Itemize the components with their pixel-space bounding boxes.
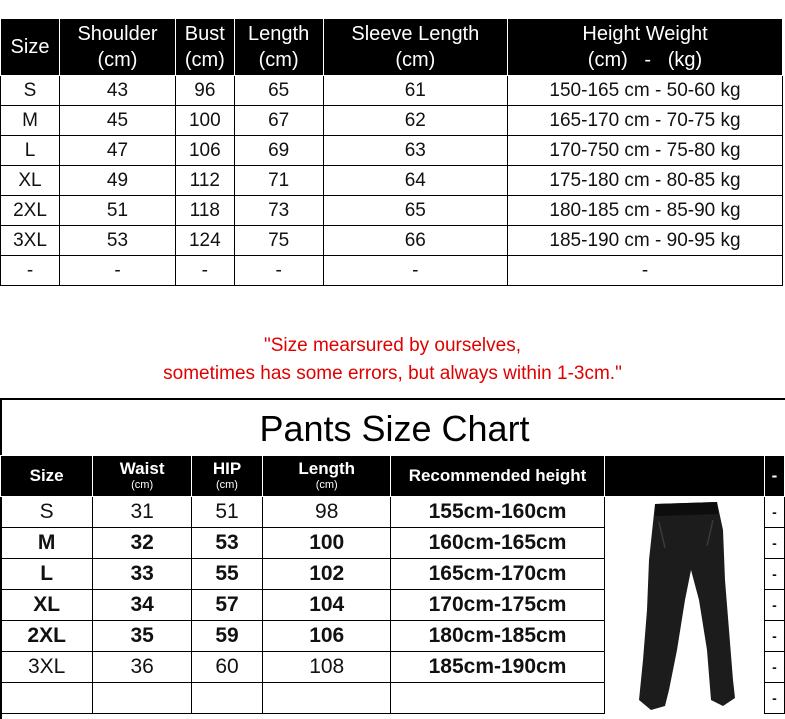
pants-size-cell: 102 [263, 559, 391, 590]
pants-size-cell: 59 [191, 621, 262, 652]
shirt-size-cell: 71 [234, 166, 323, 196]
shirt-size-row [1, 136, 783, 166]
pants-edge-cell: - [764, 621, 784, 652]
shirt-size-cell: M [1, 106, 60, 136]
header-text: Size [10, 36, 50, 58]
pants-size-cell: 35 [93, 621, 192, 652]
shirt-size-row [1, 256, 783, 286]
header-unit: (cm) [184, 49, 225, 71]
pants-size-cell: 98 [263, 497, 391, 528]
pants-size-cell: 165cm-170cm [391, 559, 604, 590]
shirt-size-row [1, 76, 783, 106]
pants-size-panel [0, 398, 785, 719]
shirt-size-cell: 165-170 cm - 70-75 kg [508, 106, 783, 136]
pants-size-cell: 170cm-175cm [391, 590, 604, 621]
header-text: Length [298, 459, 356, 478]
measurement-note-line2: sometimes has some errors, but always within 1-3cm." [163, 363, 622, 384]
pants-size-cell: 108 [263, 652, 391, 683]
header-unit: (cm) [258, 49, 299, 71]
pants-size-cell: 33 [93, 559, 192, 590]
header-unit: (cm) [215, 479, 238, 491]
pants-edge-cell: - [764, 528, 784, 559]
pants-header-waist [93, 456, 192, 497]
shirt-size-cell: - [60, 256, 176, 286]
pants-header-size [1, 456, 93, 497]
shirt-size-cell: S [1, 76, 60, 106]
shirt-size-cell: 53 [60, 226, 176, 256]
pants-size-cell: 36 [93, 652, 192, 683]
pants-size-cell: 51 [191, 497, 262, 528]
shirt-size-cell: 49 [60, 166, 176, 196]
header-unit: (cm) [131, 479, 154, 491]
shirt-size-cell: 150-165 cm - 50-60 kg [508, 76, 783, 106]
pants-header-row [1, 456, 785, 497]
pants-size-cell: 34 [93, 590, 192, 621]
shirt-header-shoulder [60, 19, 176, 76]
shirt-size-cell: 51 [60, 196, 176, 226]
shirt-size-cell: 45 [60, 106, 176, 136]
pants-size-cell [93, 683, 192, 714]
pants-header-edge [764, 456, 784, 497]
header-text: Length [248, 23, 310, 45]
pants-edge-cell: - [764, 652, 784, 683]
shirt-size-cell: 3XL [1, 226, 60, 256]
shirt-size-cell: 75 [234, 226, 323, 256]
shirt-size-cell: 62 [323, 106, 507, 136]
measurement-note-line1: "Size mearsured by ourselves, [263, 335, 522, 356]
shirt-size-cell: 65 [323, 196, 507, 226]
pants-size-cell: 104 [263, 590, 391, 621]
shirt-header-row [1, 19, 783, 76]
pants-size-cell: 31 [93, 497, 192, 528]
header-text: Shoulder [77, 23, 158, 45]
shirt-size-cell: 43 [60, 76, 176, 106]
shirt-size-cell: 67 [234, 106, 323, 136]
shirt-size-cell: 64 [323, 166, 507, 196]
pants-size-cell: 180cm-185cm [391, 621, 604, 652]
pants-size-cell [191, 683, 262, 714]
shirt-header-size [1, 19, 60, 76]
pants-size-cell [1, 683, 93, 714]
shirt-size-cell: - [508, 256, 783, 286]
pants-size-cell: 55 [191, 559, 262, 590]
pants-size-cell: 160cm-165cm [391, 528, 604, 559]
shirt-size-cell: 112 [175, 166, 234, 196]
pants-edge-cell: - [764, 559, 784, 590]
pants-edge-cell: - [764, 497, 784, 528]
pants-size-cell: 32 [93, 528, 192, 559]
shirt-header-sleeve [323, 19, 507, 76]
header-text: - [771, 466, 778, 485]
shirt-size-row [1, 226, 783, 256]
shirt-size-cell: 185-190 cm - 90-95 kg [508, 226, 783, 256]
shirt-size-cell: 65 [234, 76, 323, 106]
shirt-size-cell: 100 [175, 106, 234, 136]
shirt-size-cell: 175-180 cm - 80-85 kg [508, 166, 783, 196]
shirt-size-cell: 170-750 cm - 75-80 kg [508, 136, 783, 166]
shirt-size-cell: XL [1, 166, 60, 196]
shirt-size-cell: 69 [234, 136, 323, 166]
pants-chart-title: Pants Size Chart [259, 408, 530, 449]
pants-waistband [655, 502, 718, 516]
jogger-pants-image [625, 500, 745, 715]
shirt-size-cell: 66 [323, 226, 507, 256]
shirt-size-cell: - [1, 256, 60, 286]
shirt-size-table [0, 18, 783, 286]
shirt-size-cell: 2XL [1, 196, 60, 226]
shirt-size-cell: 124 [175, 226, 234, 256]
shirt-header-length [234, 19, 323, 76]
header-text: Recommended height [408, 466, 587, 485]
shirt-size-cell: 47 [60, 136, 176, 166]
pants-size-cell: 57 [191, 590, 262, 621]
header-text: Sleeve Length [351, 23, 480, 45]
shirt-header-height-weight [508, 19, 783, 76]
shirt-size-cell: - [175, 256, 234, 286]
pants-size-cell: L [1, 559, 93, 590]
pants-size-cell: 53 [191, 528, 262, 559]
header-text: HIP [212, 459, 242, 478]
pants-header-length [263, 456, 391, 497]
shirt-size-cell: 73 [234, 196, 323, 226]
header-unit: (cm) [395, 49, 436, 71]
shirt-size-row [1, 106, 783, 136]
shirt-size-cell: 63 [323, 136, 507, 166]
header-unit: (cm) - (kg) [587, 49, 703, 71]
shirt-size-row [1, 196, 783, 226]
pants-silhouette [639, 502, 735, 710]
shirt-size-cell: 180-185 cm - 85-90 kg [508, 196, 783, 226]
header-text: Height Weight [582, 23, 708, 45]
shirt-size-cell: 96 [175, 76, 234, 106]
pants-size-cell: 2XL [1, 621, 93, 652]
pants-header-recommended-height [391, 456, 604, 497]
header-unit: (cm) [97, 49, 138, 71]
shirt-size-cell: 106 [175, 136, 234, 166]
shirt-size-cell: 118 [175, 196, 234, 226]
pants-size-cell: XL [1, 590, 93, 621]
header-text: Waist [119, 459, 165, 478]
pants-size-cell: M [1, 528, 93, 559]
header-unit: (cm) [315, 479, 338, 491]
pants-size-cell: 106 [263, 621, 391, 652]
pants-size-cell: S [1, 497, 93, 528]
pants-header-photo-space [604, 456, 764, 497]
shirt-size-cell: 61 [323, 76, 507, 106]
shirt-size-cell: - [323, 256, 507, 286]
pants-size-cell: 100 [263, 528, 391, 559]
pants-edge-cell: - [764, 683, 784, 714]
pants-size-cell: 155cm-160cm [391, 497, 604, 528]
shirt-size-cell: L [1, 136, 60, 166]
pants-header-hip [191, 456, 262, 497]
shirt-size-cell: - [234, 256, 323, 286]
shirt-size-row [1, 166, 783, 196]
pants-edge-cell: - [764, 590, 784, 621]
pants-size-cell: 185cm-190cm [391, 652, 604, 683]
pants-size-cell: 3XL [1, 652, 93, 683]
pants-size-cell [263, 683, 391, 714]
pants-size-cell: 60 [191, 652, 262, 683]
shirt-header-bust [175, 19, 234, 76]
pants-size-cell [391, 683, 604, 714]
header-text: Bust [184, 23, 225, 45]
header-text: Size [29, 466, 64, 485]
